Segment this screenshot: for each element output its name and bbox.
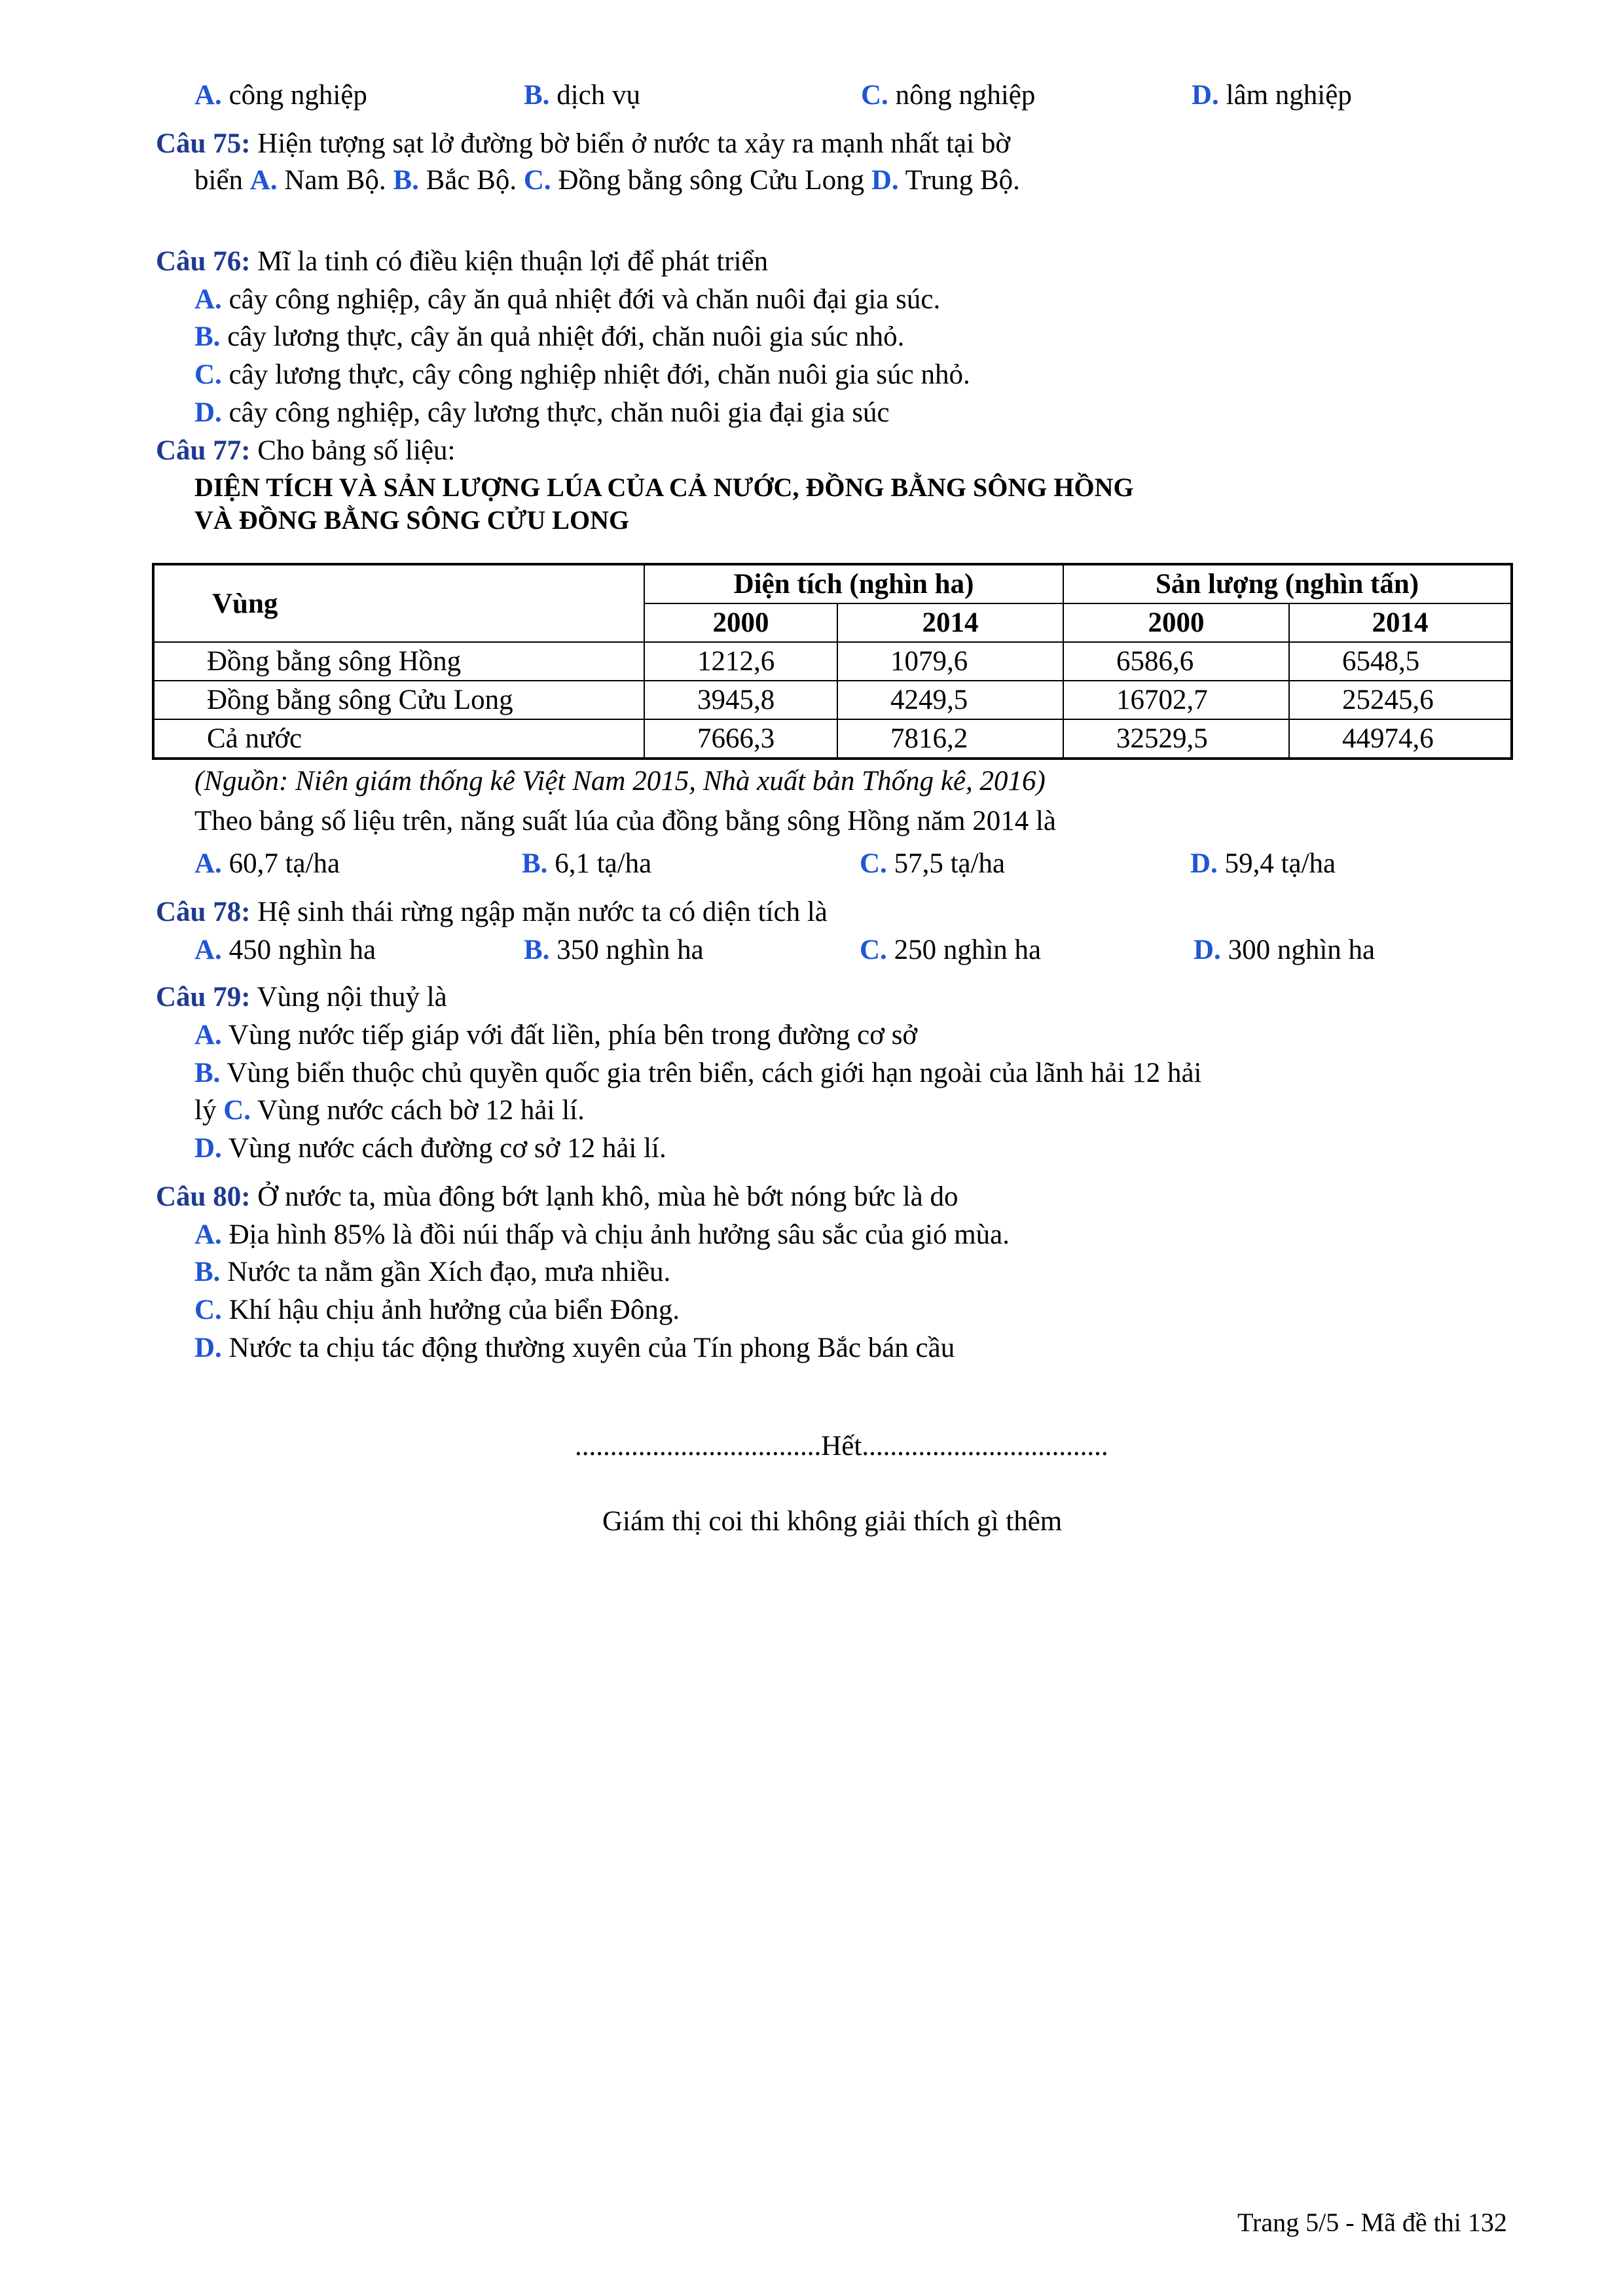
q77-table-title-1: DIỆN TÍCH VÀ SẢN LƯỢNG LÚA CỦA CẢ NƯỚC, ĐỒNG BẰNG SÔNG HỒNG — [194, 473, 1134, 502]
q79-stem: Câu 79: Vùng nội thuỷ là — [156, 982, 447, 1013]
table-row — [153, 642, 1512, 681]
q74-option-c: C. nông nghiệp — [861, 80, 1036, 111]
q76-option-a: A. cây công nghiệp, cây ăn quả nhiệt đới và chăn nuôi đại gia súc. — [194, 284, 941, 315]
q78-option-c: C. 250 nghìn ha — [860, 935, 1042, 965]
q78-option-a: A. 450 nghìn ha — [194, 935, 376, 965]
table-cell: 1079,6 — [837, 642, 1063, 681]
table-cell: 6548,5 — [1289, 642, 1512, 681]
q77-option-b: B. 6,1 tạ/ha — [522, 848, 652, 879]
table-cell: 44974,6 — [1289, 719, 1512, 759]
table-cell: 7816,2 — [837, 719, 1063, 759]
q77-question: Theo bảng số liệu trên, năng suất lúa của đồng bằng sông Hồng năm 2014 là — [194, 806, 1056, 836]
q79-option-c: lý C. Vùng nước cách bờ 12 hải lí. — [194, 1095, 585, 1126]
table-cell-region: Đồng bằng sông Cửu Long — [153, 681, 644, 719]
page-footer: Trang 5/5 - Mã đề thi 132 — [1237, 2208, 1507, 2237]
q77-option-c: C. 57,5 tạ/ha — [860, 848, 1006, 879]
table-cell: 32529,5 — [1063, 719, 1289, 759]
table-cell: 3945,8 — [644, 681, 837, 719]
table-row — [153, 681, 1512, 719]
q80-option-a: A. Địa hình 85% là đồi núi thấp và chịu ảnh hưởng sâu sắc của gió mùa. — [194, 1219, 1010, 1250]
table-cell: 16702,7 — [1063, 681, 1289, 719]
q78-option-d: D. 300 nghìn ha — [1194, 935, 1376, 965]
q77-source: (Nguồn: Niên giám thống kê Việt Nam 2015, Nhà xuất bản Thống kê, 2016) — [194, 766, 1046, 797]
q78-option-b: B. 350 nghìn ha — [524, 935, 704, 965]
q76-stem: Câu 76: Mĩ la tinh có điều kiện thuận lợi để phát triển — [156, 246, 769, 277]
q77-stem: Câu 77: Cho bảng số liệu: — [156, 435, 456, 466]
q79-option-a: A. Vùng nước tiếp giáp với đất liền, phía bên trong đường cơ sở — [194, 1020, 918, 1050]
proctor-note: Giám thị coi thi không giải thích gì thêm — [602, 1506, 1063, 1537]
end-mark: ...................................Hết................................... — [575, 1431, 1108, 1462]
table-cell: 25245,6 — [1289, 681, 1512, 719]
q76-option-d: D. cây công nghiệp, cây lương thực, chăn nuôi gia đại gia súc — [194, 397, 890, 428]
q74-option-b: B. dịch vụ — [524, 80, 640, 111]
q79-option-b: B. Vùng biển thuộc chủ quyền quốc gia trên biển, cách giới hạn ngoài của lãnh hải 12 hải — [194, 1058, 1202, 1088]
table-cell: 6586,6 — [1063, 642, 1289, 681]
q77-option-a: A. 60,7 tạ/ha — [194, 848, 340, 879]
table-cell-region: Đồng bằng sông Hồng — [153, 642, 644, 681]
table-cell: 7666,3 — [644, 719, 837, 759]
table-cell: 1212,6 — [644, 642, 837, 681]
table-header-region: Vùng — [153, 564, 644, 642]
table-cell-region: Cả nước — [153, 719, 644, 759]
q80-option-b: B. Nước ta nằm gần Xích đạo, mưa nhiều. — [194, 1257, 671, 1287]
q77-table-title-2: VÀ ĐỒNG BẰNG SÔNG CỬU LONG — [194, 505, 630, 535]
table-year: 2000 — [1063, 603, 1289, 642]
q75-options: biển A. Nam Bộ. B. Bắc Bộ. C. Đồng bằng sông Cửu Long D. Trung Bộ. — [194, 165, 1020, 196]
q76-option-b: B. cây lương thực, cây ăn quả nhiệt đới, chăn nuôi gia súc nhỏ. — [194, 321, 905, 352]
table-header-output: Sản lượng (nghìn tấn) — [1063, 564, 1512, 603]
q75-stem: Câu 75: Hiện tượng sạt lở đường bờ biển ở nước ta xảy ra mạnh nhất tại bờ — [156, 128, 1011, 159]
q77-option-d: D. 59,4 tạ/ha — [1190, 848, 1336, 879]
rice-data-table — [152, 563, 1513, 760]
q80-stem: Câu 80: Ở nước ta, mùa đông bớt lạnh khô, mùa hè bớt nóng bức là do — [156, 1181, 958, 1212]
table-year: 2014 — [837, 603, 1063, 642]
q78-stem: Câu 78: Hệ sinh thái rừng ngập mặn nước ta có diện tích là — [156, 897, 828, 927]
q74-option-d: D. lâm nghiệp — [1192, 80, 1352, 111]
q74-option-a: A. công nghiệp — [194, 80, 367, 111]
q79-option-d: D. Vùng nước cách đường cơ sở 12 hải lí. — [194, 1133, 666, 1164]
table-year: 2014 — [1289, 603, 1512, 642]
table-cell: 4249,5 — [837, 681, 1063, 719]
table-row — [153, 719, 1512, 759]
q80-option-c: C. Khí hậu chịu ảnh hưởng của biển Đông. — [194, 1295, 680, 1325]
table-header-area: Diện tích (nghìn ha) — [644, 564, 1063, 603]
q80-option-d: D. Nước ta chịu tác động thường xuyên của Tín phong Bắc bán cầu — [194, 1333, 955, 1363]
q76-option-c: C. cây lương thực, cây công nghiệp nhiệt đới, chăn nuôi gia súc nhỏ. — [194, 359, 970, 390]
table-year: 2000 — [644, 603, 837, 642]
